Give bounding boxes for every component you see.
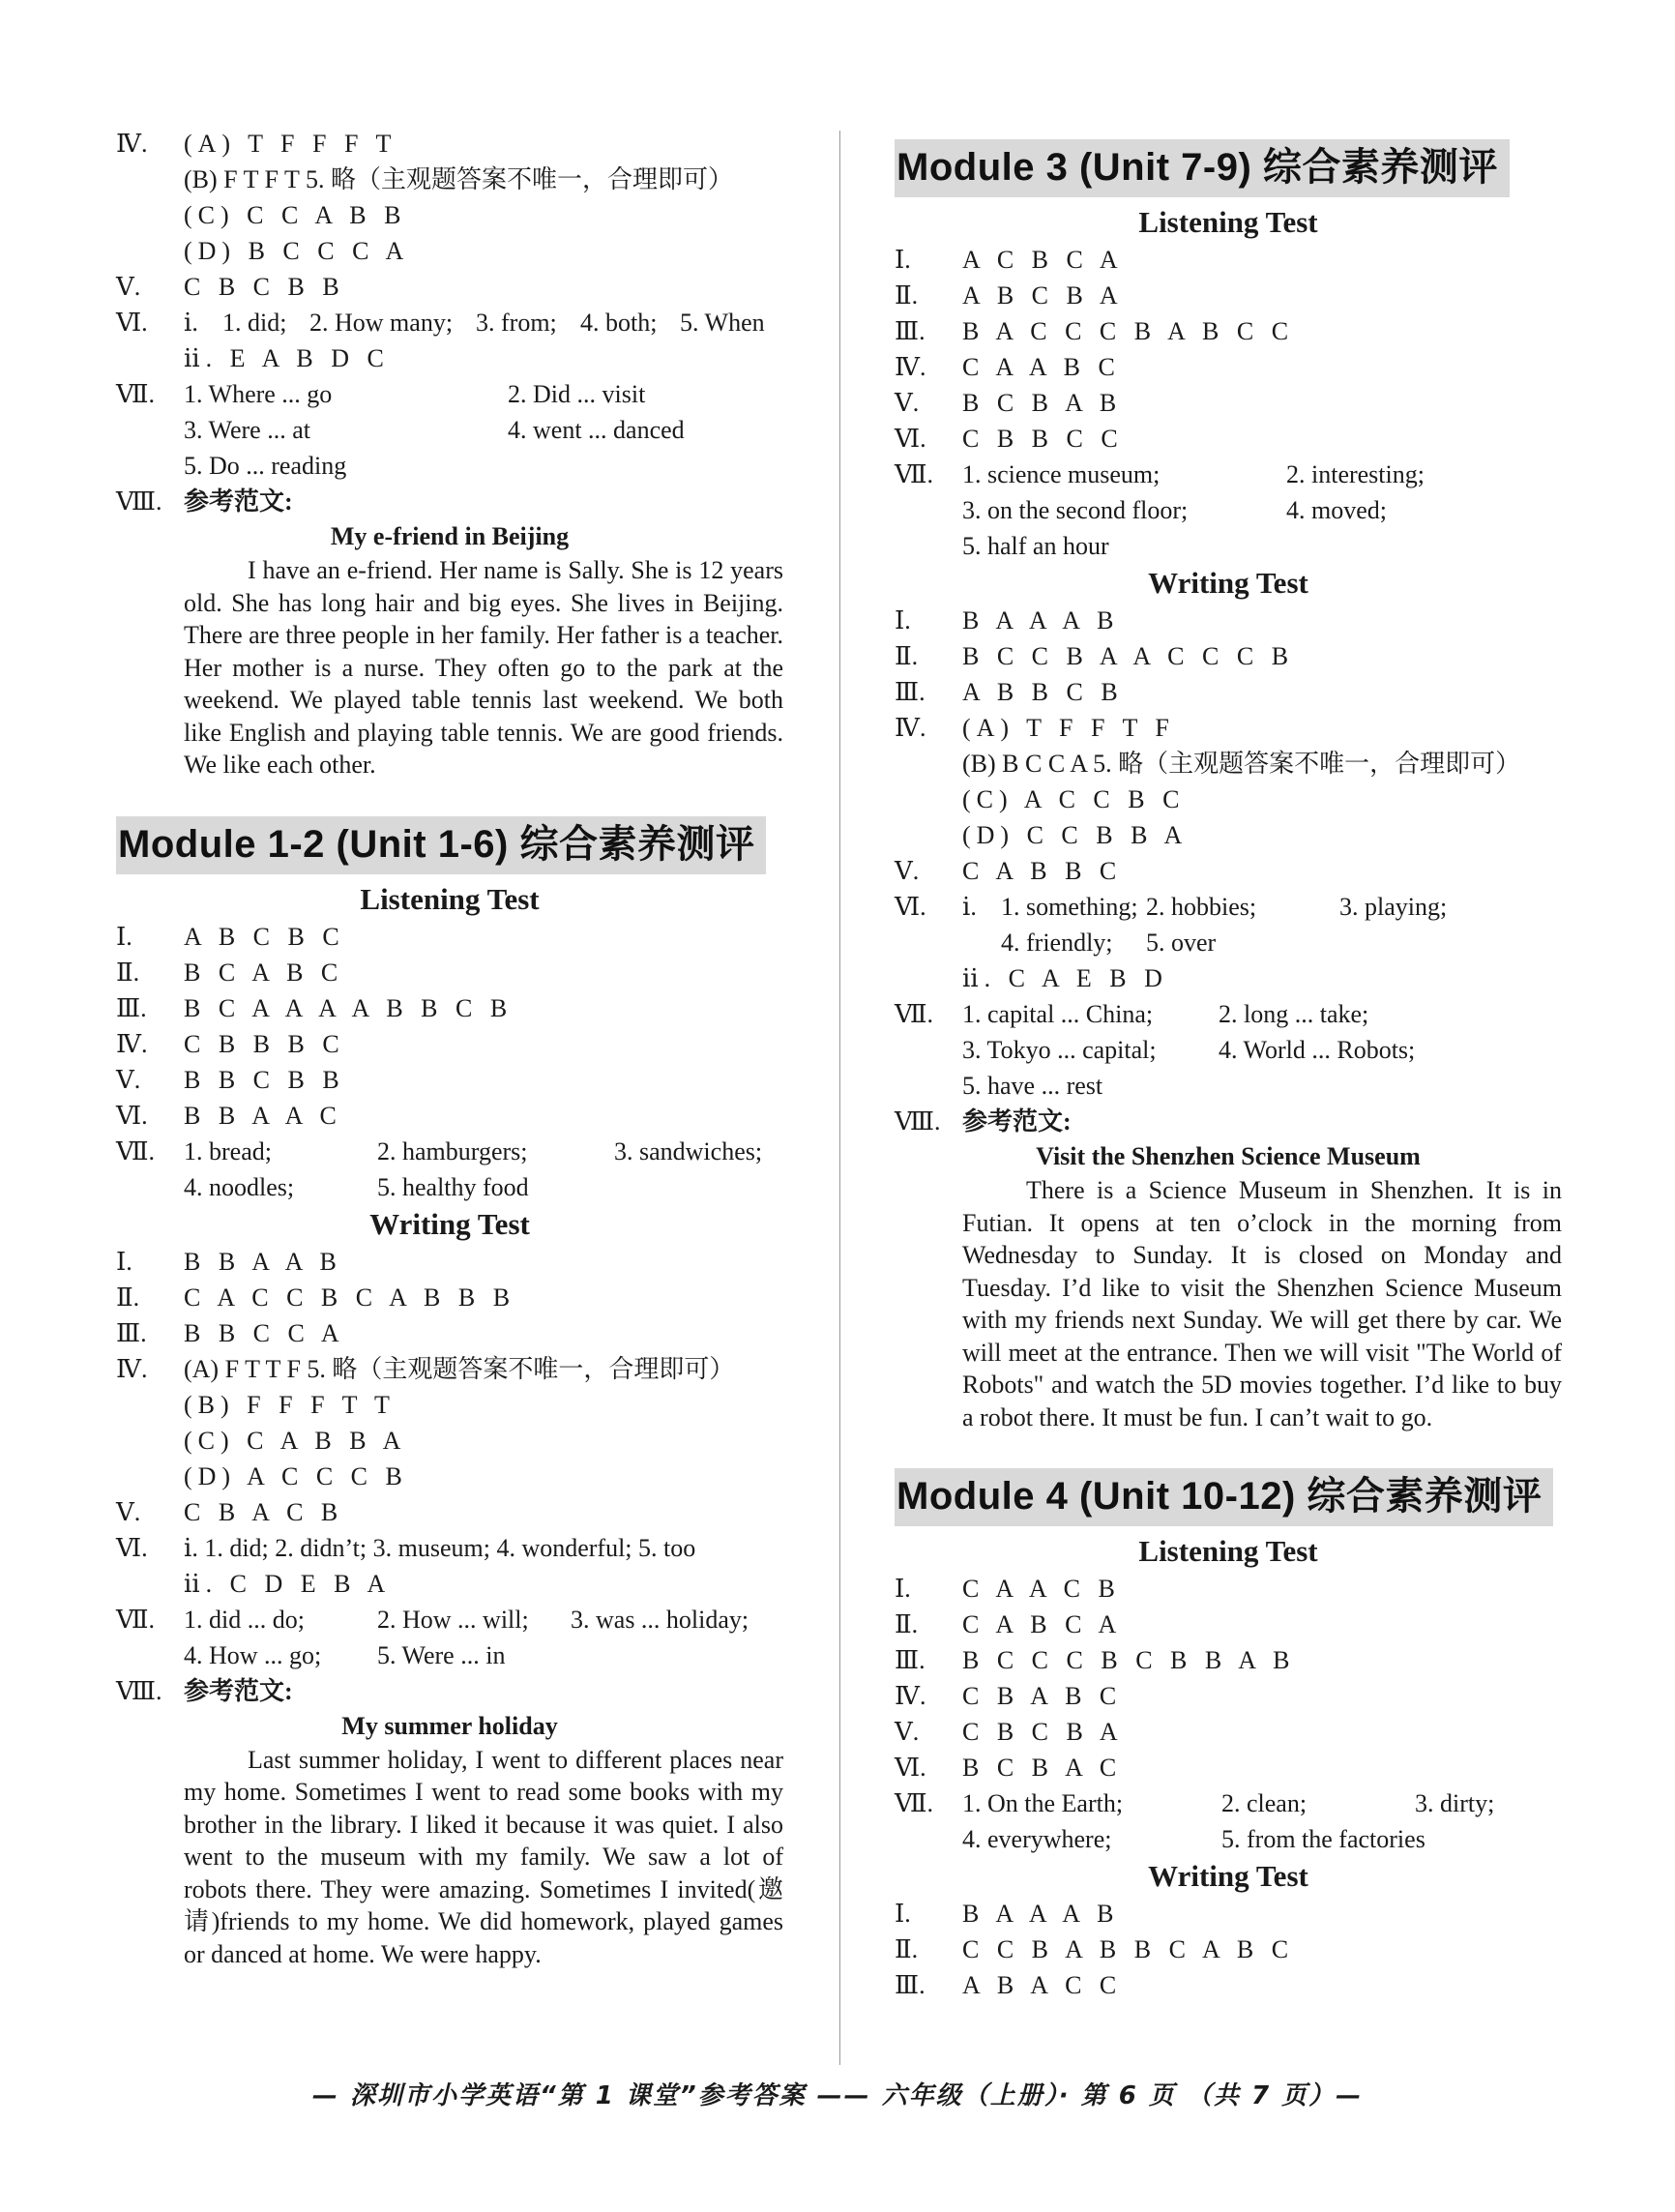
answer-c: (C) C C A B B: [184, 201, 407, 229]
answer-row: [895, 889, 1562, 925]
page-footer: — 深圳市小学英语“第 1 课堂”参考答案 —— 六年级（上册）· 第 6 页 （共 7 页）—: [311, 2081, 1364, 2110]
question-number: Ⅶ.: [116, 380, 156, 408]
answer-item: 5. have ... rest: [962, 1072, 1103, 1100]
question-number: Ⅵ.: [895, 1754, 926, 1782]
listening-heading: Listening Test: [360, 881, 540, 916]
answer-row: [895, 492, 1562, 528]
answer-text: C A B C A: [962, 1610, 1123, 1638]
question-number: Ⅶ.: [895, 460, 934, 488]
answer-row: [895, 313, 1562, 349]
answer-sub-ii: ⅱ. C D E B A: [184, 1569, 392, 1598]
question-number: Ⅳ.: [895, 353, 926, 381]
answer-text: C A A C B: [962, 1575, 1121, 1603]
answer-row-v: [116, 269, 783, 305]
question-number: Ⅶ.: [116, 1136, 156, 1165]
answer-c: (C) A C C B C: [962, 785, 1186, 813]
question-number: Ⅲ.: [895, 678, 926, 706]
answer-text: C B B B C: [184, 1029, 345, 1058]
answer-text: C B C B A: [962, 1718, 1124, 1746]
answer-text: B A C C C B A B C C: [962, 317, 1295, 345]
answer-text: A B A C C: [962, 1971, 1123, 1999]
answer-item: 1. did;: [222, 309, 287, 337]
question-number: Ⅰ.: [895, 1575, 911, 1603]
question-number: Ⅱ.: [116, 1283, 140, 1312]
answer-item: 2. clean;: [1221, 1789, 1308, 1817]
answer-text: C B C B B: [184, 273, 345, 301]
answer-item: 3. on the second floor;: [962, 496, 1189, 524]
answer-item: 1. something;: [1001, 893, 1138, 921]
answer-sub-ii: ⅱ. C A E B D: [962, 964, 1168, 992]
answer-row-vi: [116, 305, 783, 340]
essay-text: [116, 1744, 783, 1971]
answer-item: 1. Where ... go: [184, 380, 333, 408]
answer-d: (D) C C B B A: [962, 821, 1189, 849]
answer-item: 5. healthy food: [377, 1172, 529, 1201]
answer-b: [116, 162, 783, 197]
answer-row: [116, 1026, 783, 1062]
essay-body: I have an e-friend. Her name is Sally. She is 12 years old. She has long hair and big eyes. She lives in Beijing. There are three people in her family. Her father is a teacher. Her mother is a nurse. They often go to the park at the weekend. We played table tennis last weekend. We both like English and playing table tennis. We are good friends. We like each other.: [184, 556, 783, 779]
answer-item: 2. hobbies;: [1146, 893, 1257, 921]
essay-text: [895, 1174, 1562, 1433]
answer-text: ⅰ. 1. did; 2. didn’t; 3. museum; 4. wonderful; 5. too: [184, 1533, 696, 1562]
answer-text: B C C B A A C C C B: [962, 642, 1295, 670]
right-column: [895, 126, 1562, 2003]
question-number: Ⅱ.: [895, 281, 919, 310]
answer-row: [116, 1673, 783, 1709]
module-banner: Module 4 (Unit 10-12) 综合素养测评: [895, 1468, 1553, 1526]
answer-text: B B C B B: [184, 1065, 345, 1094]
answer-row-vii: [116, 376, 783, 412]
answer-item: 5. over: [1146, 929, 1217, 957]
answer-item: 3. sandwiches;: [614, 1136, 763, 1165]
answer-item: 5. When: [680, 309, 765, 337]
question-number: Ⅴ.: [895, 1718, 920, 1746]
answer-item: 2. How many;: [309, 309, 454, 337]
answer-row: [895, 1678, 1562, 1714]
answer-row: [116, 1280, 783, 1315]
question-number: Ⅱ.: [895, 1935, 919, 1963]
listening-answers: [895, 1571, 1562, 1857]
question-number: Ⅵ.: [116, 309, 148, 337]
question-number: Ⅰ.: [116, 922, 132, 951]
question-number: Ⅰ.: [895, 1900, 911, 1928]
question-number: Ⅳ.: [116, 1029, 148, 1058]
answer-row: [895, 1750, 1562, 1785]
essay-title: My e-friend in Beijing: [330, 522, 570, 550]
writing-heading: Writing Test: [1148, 566, 1308, 600]
answer-row: [895, 1967, 1562, 2003]
question-number: Ⅶ.: [895, 1789, 934, 1817]
question-number: Ⅳ.: [895, 714, 926, 742]
answer-item: 5. from the factories: [1221, 1825, 1425, 1853]
essay-text: [116, 554, 783, 782]
question-number: Ⅳ.: [116, 1354, 148, 1383]
listening-answers: [895, 242, 1562, 564]
question-number: Ⅲ.: [116, 1318, 147, 1347]
question-number: Ⅰ.: [895, 606, 911, 634]
answer-item: 3. from;: [476, 309, 557, 337]
answer-text: C B A C B: [184, 1497, 344, 1526]
listening-answers: [116, 919, 783, 1205]
answer-text: B C C C B C B B A B: [962, 1646, 1296, 1674]
answer-row: [116, 1351, 783, 1387]
answer-item: 2. hamburgers;: [377, 1136, 528, 1165]
answer-row: [895, 603, 1562, 638]
answer-row: [116, 1315, 783, 1351]
answer-item: 3. dirty;: [1415, 1789, 1495, 1817]
answer-row: [895, 278, 1562, 313]
answer-a: (A) T F F F T: [184, 130, 397, 158]
essay-body: Last summer holiday, I went to different places near my home. Sometimes I went to read some books with my brother in the library. I liked it because it was quiet. I also went to the museum with my family. We saw a lot of robots there. They were amazing. Sometimes I invited(邀请)friends to my home. We did homework, played games or danced at home. We were happy.: [184, 1745, 783, 1968]
answer-item: 4. World ... Robots;: [1219, 1036, 1416, 1064]
answer-text: C B A B C: [962, 1682, 1123, 1710]
answer-item: 1. science museum;: [962, 460, 1161, 488]
listening-heading: Listening Test: [1138, 1534, 1318, 1568]
answer-item: 1. capital ... China;: [962, 1000, 1154, 1028]
question-number: Ⅴ.: [116, 1065, 141, 1094]
answer-item: 4. moved;: [1286, 496, 1387, 524]
answer-row: [116, 990, 783, 1026]
answer-text: B B A A C: [184, 1101, 342, 1130]
answer-item: 4. both;: [580, 309, 658, 337]
writing-heading: Writing Test: [369, 1206, 530, 1241]
answer-text: C A A B C: [962, 353, 1121, 381]
question-number: Ⅲ.: [116, 993, 147, 1022]
answer-row: [895, 1932, 1562, 1967]
sub-label: ⅰ.: [962, 893, 977, 921]
question-number: Ⅱ.: [895, 642, 919, 670]
answer-item: 1. did ... do;: [184, 1605, 305, 1634]
answer-row: [895, 1821, 1562, 1857]
essay-title: My summer holiday: [341, 1711, 558, 1740]
sample-label: 参考范文:: [184, 487, 293, 516]
answer-row: [895, 853, 1562, 889]
answer-row: [895, 925, 1562, 960]
question-number: Ⅷ.: [116, 1676, 162, 1705]
answer-text: A B B C B: [962, 678, 1124, 706]
answer-text: A B C B C: [184, 922, 345, 951]
answer-item: 4. went ... danced: [508, 416, 685, 444]
answer-item: 3. playing;: [1339, 893, 1448, 921]
question-number: Ⅵ.: [116, 1533, 148, 1562]
answer-row-iv: [116, 126, 783, 162]
sample-label: 参考范文:: [184, 1676, 293, 1705]
answer-text: C A C C B C A B B B: [184, 1283, 516, 1312]
answer-row: [895, 1607, 1562, 1642]
answer-b-text: (B) F T F T 5. 略（主观题答案不唯一，合理即可）: [184, 165, 733, 193]
answer-row: [116, 1134, 783, 1169]
question-number: Ⅵ.: [116, 1101, 148, 1130]
answer-d: (D) B C C C A: [184, 237, 410, 265]
answer-a: (A) F T T F 5. 略（主观题答案不唯一，合理即可）: [184, 1354, 735, 1383]
answer-row: [895, 1571, 1562, 1607]
essay-body: There is a Science Museum in Shenzhen. It is in Futian. It opens at ten o’clock in the morning from Wednesday to Sunday. It is closed on Monday and Tuesday. I’d like to visit the Shenzhen Science Museum with my friends next Sunday. We will get there by car. We will meet at the entrance. Then we will visit "The World of Robots" and watch the 5D movies together. I’d like to buy a robot there. It must be fun. I can’t wait to go.: [962, 1176, 1562, 1431]
question-number: Ⅳ.: [116, 130, 148, 158]
answer-row: [895, 1104, 1562, 1139]
answer-row: [895, 242, 1562, 278]
answer-text: B A A A B: [962, 606, 1120, 634]
answer-item: 2. interesting;: [1286, 460, 1425, 488]
answer-row: [895, 638, 1562, 674]
answer-item: 4. How ... go;: [184, 1640, 322, 1669]
question-number: Ⅶ.: [116, 1605, 156, 1634]
answer-row: [895, 1032, 1562, 1068]
answer-text: B B C C A: [184, 1318, 345, 1347]
answer-row: [116, 1530, 783, 1566]
answer-row: [895, 710, 1562, 746]
answer-row: [116, 412, 783, 448]
answer-item: 1. On the Earth;: [962, 1789, 1124, 1817]
answer-sub-ii: ⅱ. E A B D C: [184, 344, 390, 372]
writing-answers: [116, 1244, 783, 1971]
answer-row: [116, 1244, 783, 1280]
question-number: Ⅵ.: [895, 425, 926, 453]
question-number: Ⅲ.: [895, 317, 926, 345]
answer-row: [116, 448, 783, 484]
answer-item: 3. Were ... at: [184, 416, 310, 444]
answer-row: [895, 421, 1562, 457]
column-divider: [839, 131, 840, 2065]
answer-item: 2. long ... take;: [1219, 1000, 1369, 1028]
answer-text: A B C B A: [962, 281, 1124, 310]
answer-item: 3. was ... holiday;: [571, 1605, 749, 1634]
writing-answers: [895, 1896, 1562, 2003]
answer-row: [116, 955, 783, 990]
answer-item: 2. How ... will;: [377, 1605, 529, 1634]
question-number: Ⅱ.: [116, 958, 140, 987]
answer-item: 2. Did ... visit: [508, 380, 646, 408]
answer-text: B A A A B: [962, 1900, 1120, 1928]
question-number: Ⅲ.: [895, 1646, 926, 1674]
question-number: Ⅴ.: [116, 273, 141, 301]
listening-heading: Listening Test: [1138, 205, 1318, 239]
answer-text: B C B A B: [962, 389, 1123, 417]
module-banner: Module 1-2 (Unit 1-6) 综合素养测评: [116, 816, 766, 874]
answer-row: [895, 1896, 1562, 1932]
answer-row: [895, 674, 1562, 710]
answer-b: (B) F F F T T: [184, 1390, 396, 1419]
essay-title: Visit the Shenzhen Science Museum: [1036, 1142, 1421, 1170]
answer-item: 4. friendly;: [1001, 929, 1113, 957]
answer-b-text: (B) B C C A 5. 略（主观题答案不唯一，合理即可）: [962, 750, 1521, 778]
answer-row-viii: [116, 484, 783, 519]
answer-row: [895, 1642, 1562, 1678]
answer-text: C B B C C: [962, 425, 1124, 453]
answer-d: (D) A C C C B: [184, 1461, 408, 1490]
answer-item: 3. Tokyo ... capital;: [962, 1036, 1157, 1064]
question-number: Ⅴ.: [895, 857, 920, 885]
answer-item: 4. noodles;: [184, 1172, 295, 1201]
question-number: Ⅵ.: [895, 893, 926, 921]
answer-item: 1. bread;: [184, 1136, 272, 1165]
answer-row: [895, 385, 1562, 421]
answer-text: B C B A C: [962, 1754, 1123, 1782]
question-number: Ⅲ.: [895, 1971, 926, 1999]
answer-item: 5. Were ... in: [377, 1640, 506, 1669]
answer-row: [116, 919, 783, 955]
answer-row: [116, 1098, 783, 1134]
question-number: Ⅱ.: [895, 1610, 919, 1638]
answer-item: 4. everywhere;: [962, 1825, 1112, 1853]
answer-row: [116, 1602, 783, 1637]
question-number: Ⅴ.: [116, 1497, 141, 1526]
answer-row: [895, 1714, 1562, 1750]
question-number: Ⅷ.: [895, 1107, 941, 1135]
answer-item: 5. Do ... reading: [184, 452, 347, 480]
question-number: Ⅰ.: [116, 1247, 132, 1276]
answer-text: B C A B C: [184, 958, 344, 987]
answer-row: [116, 1494, 783, 1530]
module-banner: Module 3 (Unit 7-9) 综合素养测评: [895, 139, 1510, 197]
writing-answers: [895, 603, 1562, 1433]
answer-text: C A B B C: [962, 857, 1123, 885]
question-number: Ⅴ.: [895, 389, 920, 417]
answer-row: [895, 528, 1562, 564]
answer-text: C C B A B B C A B C: [962, 1935, 1295, 1963]
answer-row: [895, 1068, 1562, 1104]
answer-item: 5. half an hour: [962, 532, 1109, 560]
answer-text: A C B C A: [962, 246, 1124, 274]
answer-c: (C) C A B B A: [184, 1426, 407, 1455]
answer-row: [116, 1169, 783, 1205]
answer-row: [895, 349, 1562, 385]
answer-a: (A) T F F T F: [962, 714, 1175, 742]
answer-b: [895, 746, 1562, 782]
question-number: Ⅶ.: [895, 1000, 934, 1028]
answer-row: [895, 457, 1562, 492]
sample-label: 参考范文:: [962, 1107, 1072, 1135]
answer-row: [116, 1062, 783, 1098]
answer-row: [895, 996, 1562, 1032]
question-number: Ⅷ.: [116, 487, 162, 516]
question-number: Ⅳ.: [895, 1682, 926, 1710]
left-column: [116, 126, 783, 1970]
sub-label: ⅰ.: [184, 309, 198, 337]
question-number: Ⅰ.: [895, 246, 911, 274]
answer-row: [116, 1637, 783, 1673]
answer-text: B C A A A A B B C B: [184, 993, 514, 1022]
answer-text: B B A A B: [184, 1247, 342, 1276]
writing-heading: Writing Test: [1148, 1859, 1308, 1893]
answer-row: [895, 1785, 1562, 1821]
